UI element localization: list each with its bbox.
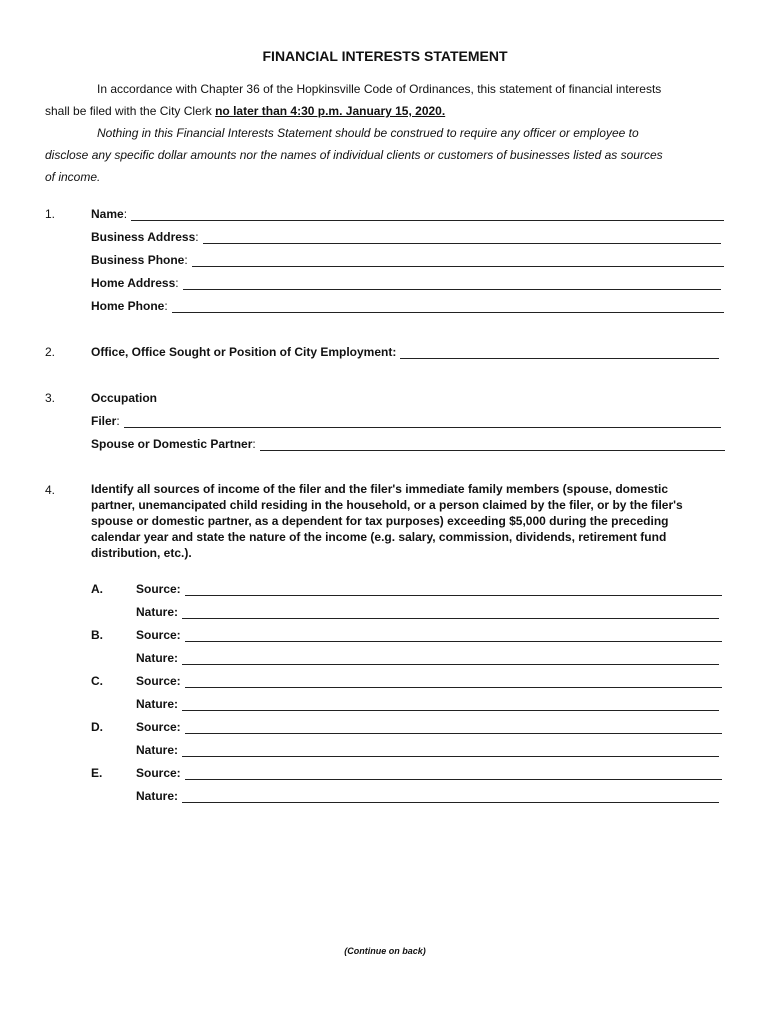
- intro-text-2b: disclose any specific dollar amounts nor the names of individual clients or customers of businesses listed as sources: [45, 148, 663, 162]
- section-4-number: 4.: [45, 483, 56, 497]
- source-input-line[interactable]: [185, 767, 722, 780]
- name-field[interactable]: Name :: [91, 205, 724, 221]
- source-label: Source:: [136, 674, 181, 688]
- business-address-input-line[interactable]: [203, 231, 721, 244]
- source-label: Source:: [136, 720, 181, 734]
- business-phone-input-line[interactable]: [192, 254, 724, 267]
- source-input-line[interactable]: [185, 675, 722, 688]
- intro-text-1a: In accordance with Chapter 36 of the Hopkinsville Code of Ordinances, this statement of financial interests: [97, 82, 662, 96]
- source-label: Source:: [136, 766, 181, 780]
- section-1-number: 1.: [45, 207, 56, 221]
- business-phone-label: Business Phone: [91, 253, 185, 267]
- home-address-field[interactable]: Home Address :: [91, 274, 721, 290]
- occupation-heading: Occupation: [91, 391, 158, 405]
- nature-label: Nature:: [136, 605, 179, 619]
- name-input-line[interactable]: [131, 208, 724, 221]
- income-nature-field[interactable]: [136, 649, 719, 665]
- intro-text-2a: Nothing in this Financial Interests Statement should be construed to require any officer or employee to: [97, 126, 639, 140]
- spouse-input-line[interactable]: [260, 438, 725, 451]
- income-letter: A.: [91, 582, 103, 596]
- income-letter: B.: [91, 628, 103, 642]
- name-label: Name: [91, 207, 124, 221]
- source-input-line[interactable]: [185, 583, 722, 596]
- business-address-label: Business Address: [91, 230, 196, 244]
- income-nature-field[interactable]: [136, 603, 719, 619]
- nature-input-line[interactable]: [182, 698, 719, 711]
- nature-input-line[interactable]: [182, 652, 719, 665]
- spouse-occupation-field[interactable]: Spouse or Domestic Partner :: [91, 435, 725, 451]
- nature-label: Nature:: [136, 651, 179, 665]
- income-nature-field[interactable]: [136, 787, 719, 803]
- nature-label: Nature:: [136, 789, 179, 803]
- income-nature-field[interactable]: [136, 741, 719, 757]
- section-2-number: 2.: [45, 345, 56, 359]
- income-letter: C.: [91, 674, 103, 688]
- intro-text-2c: of income.: [45, 170, 101, 184]
- filer-label: Filer: [91, 414, 117, 428]
- income-letter: E.: [91, 766, 103, 780]
- source-input-line[interactable]: [185, 629, 722, 642]
- intro-paragraph-1: [45, 78, 705, 122]
- income-source-field[interactable]: [136, 718, 722, 734]
- home-phone-label: Home Phone: [91, 299, 165, 313]
- source-label: Source:: [136, 628, 181, 642]
- nature-input-line[interactable]: [182, 606, 719, 619]
- filer-occupation-field[interactable]: Filer :: [91, 412, 721, 428]
- filing-deadline: no later than 4:30 p.m. January 15, 2020.: [215, 104, 446, 118]
- continue-note: (Continue on back): [344, 946, 426, 956]
- home-address-input-line[interactable]: [183, 277, 721, 290]
- income-letter: D.: [91, 720, 103, 734]
- filer-input-line[interactable]: [124, 415, 721, 428]
- source-label: Source:: [136, 582, 181, 596]
- income-source-field[interactable]: [136, 626, 722, 642]
- home-phone-input-line[interactable]: [172, 300, 724, 313]
- nature-input-line[interactable]: [182, 790, 719, 803]
- income-source-field[interactable]: [136, 580, 722, 596]
- income-instructions: Identify all sources of income of the filer and the filer's immediate family members (spouse, domestic partner, unemancipated child residing in the household, or a person claimed by the filer, or by the filer's spouse or domestic partner, as a dependent for tax purposes) exceeding $5,000 during the preceding calendar year and state the nature of the income (e.g. salary, commission, dividends, retirement fund distribution, etc.).: [91, 482, 683, 560]
- income-nature-field[interactable]: [136, 695, 719, 711]
- income-source-field[interactable]: [136, 764, 722, 780]
- section-3-number: 3.: [45, 391, 56, 405]
- position-label: Office, Office Sought or Position of City Employment:: [91, 345, 397, 359]
- home-address-label: Home Address: [91, 276, 176, 290]
- business-address-field[interactable]: Business Address :: [91, 228, 721, 244]
- spouse-label: Spouse or Domestic Partner: [91, 437, 253, 451]
- nature-label: Nature:: [136, 743, 179, 757]
- position-input-line[interactable]: [400, 346, 719, 359]
- position-field[interactable]: [91, 343, 719, 359]
- intro-paragraph-2: [45, 122, 705, 188]
- home-phone-field[interactable]: Home Phone :: [91, 297, 724, 313]
- form-title: FINANCIAL INTERESTS STATEMENT: [262, 48, 508, 64]
- source-input-line[interactable]: [185, 721, 722, 734]
- income-source-field[interactable]: [136, 672, 722, 688]
- nature-label: Nature:: [136, 697, 179, 711]
- nature-input-line[interactable]: [182, 744, 719, 757]
- intro-text-1b: shall be filed with the City Clerk: [45, 104, 212, 118]
- business-phone-field[interactable]: Business Phone :: [91, 251, 724, 267]
